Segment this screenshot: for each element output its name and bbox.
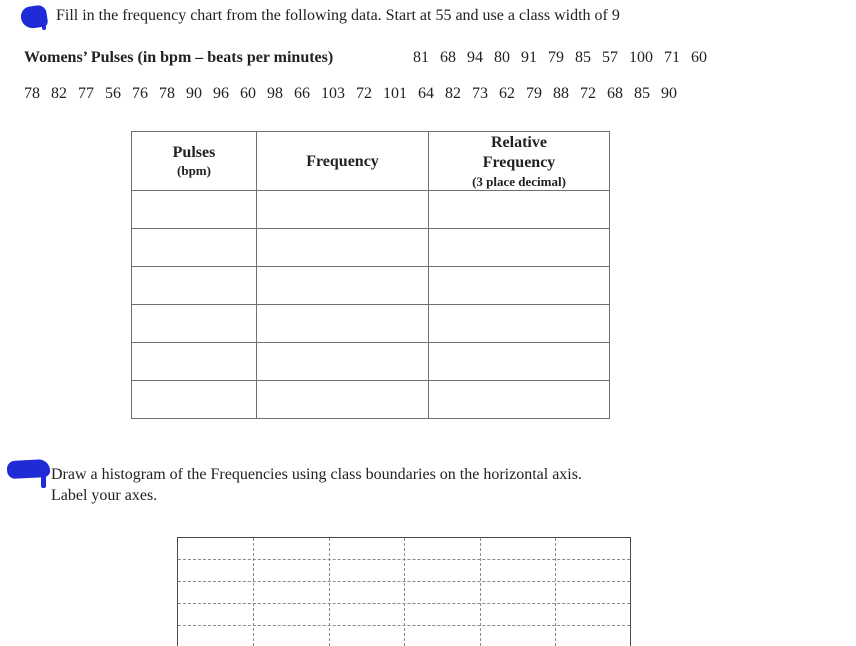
- header-pulses-sub: (bpm): [177, 163, 211, 178]
- grid-line-v: [480, 538, 481, 646]
- grid-line-v: [555, 538, 556, 646]
- table-cell-relative[interactable]: [429, 381, 610, 419]
- grid-line-v: [253, 538, 254, 646]
- question-2-line-1: Draw a histogram of the Frequencies using class boundaries on the horizontal axis.: [51, 466, 582, 483]
- grid-line-v: [329, 538, 330, 646]
- header-relative-sub: (3 place decimal): [472, 173, 566, 189]
- table-row: [132, 343, 610, 381]
- header-relative-frequency: [429, 132, 610, 191]
- table-cell-relative[interactable]: [429, 343, 610, 381]
- table-cell-pulses[interactable]: [132, 191, 257, 229]
- table-cell-frequency[interactable]: [257, 191, 429, 229]
- header-pulses-title: Pulses: [172, 144, 216, 161]
- data-values-line-2: 78 82 77 56 76 78 90 96 60 98 66 103 72 101 64 82 73 62 79 88 72 68 85 90: [24, 85, 677, 102]
- table-cell-frequency[interactable]: [257, 343, 429, 381]
- table-cell-pulses[interactable]: [132, 305, 257, 343]
- header-relative-line1: Relative: [491, 133, 547, 151]
- header-frequency-title: Frequency: [306, 152, 379, 170]
- grid-line-v: [404, 538, 405, 646]
- marker-blob-q2-tail: [41, 470, 46, 488]
- table-cell-frequency[interactable]: [257, 267, 429, 305]
- table-header-row: [132, 132, 610, 191]
- header-frequency: [257, 132, 429, 191]
- table-cell-relative[interactable]: [429, 305, 610, 343]
- table-cell-relative[interactable]: [429, 229, 610, 267]
- table-row: [132, 267, 610, 305]
- histogram-grid[interactable]: [177, 537, 631, 646]
- table-cell-pulses[interactable]: [132, 381, 257, 419]
- table-cell-frequency[interactable]: [257, 305, 429, 343]
- table-row: [132, 229, 610, 267]
- table-cell-relative[interactable]: [429, 191, 610, 229]
- frequency-table: [131, 131, 610, 419]
- data-title: Womens’ Pulses (in bpm – beats per minutes): [24, 49, 334, 66]
- table-row: [132, 305, 610, 343]
- table-cell-frequency[interactable]: [257, 229, 429, 267]
- table-cell-relative[interactable]: [429, 267, 610, 305]
- table-body: [132, 191, 610, 419]
- question-2-instruction: [51, 464, 582, 506]
- header-relative-line2: Frequency: [482, 153, 556, 171]
- table-cell-pulses[interactable]: [132, 343, 257, 381]
- marker-blob-q1-tail: [42, 18, 46, 30]
- table-cell-pulses[interactable]: [132, 267, 257, 305]
- question-1-instruction: Fill in the frequency chart from the following data. Start at 55 and use a class width of 9: [56, 7, 620, 24]
- table-row: [132, 381, 610, 419]
- table-cell-frequency[interactable]: [257, 381, 429, 419]
- header-pulses: [132, 132, 257, 191]
- table-cell-pulses[interactable]: [132, 229, 257, 267]
- table-row: [132, 191, 610, 229]
- question-2-line-2: Label your axes.: [51, 487, 158, 504]
- data-values-line-1: 81 68 94 80 91 79 85 57 100 71 60: [413, 49, 707, 66]
